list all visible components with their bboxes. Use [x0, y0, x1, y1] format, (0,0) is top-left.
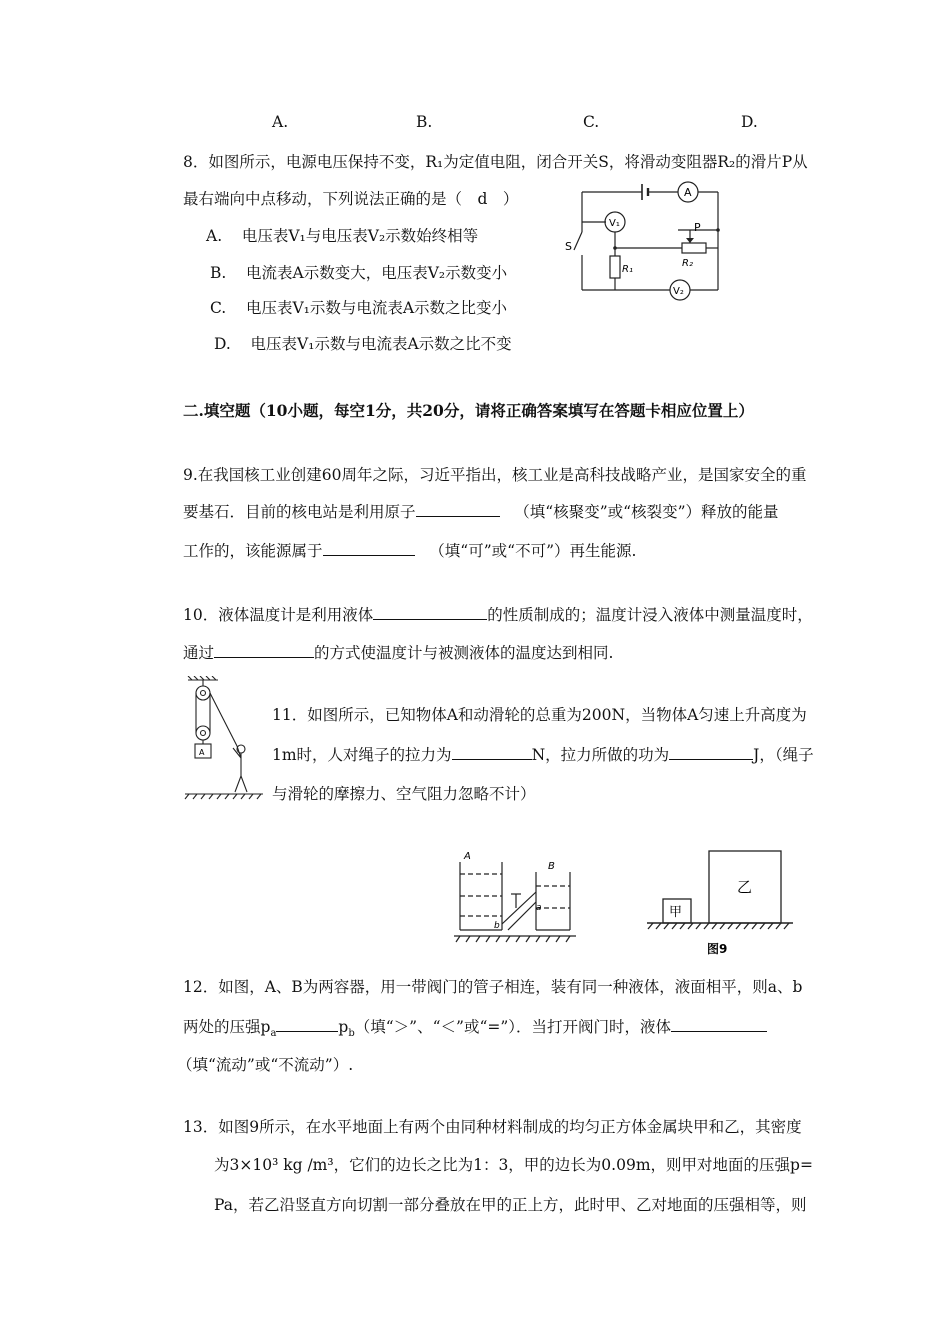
option-text: 电流表A示数变大，电压表V₂示数变小	[246, 264, 508, 282]
q8-option-d	[214, 332, 512, 354]
q10-line2	[183, 641, 613, 663]
q12-sub-a: a	[270, 1028, 277, 1040]
q10-line2-text-a: 通过	[183, 644, 215, 662]
q9-line3-text-a: 工作的，该能源属于	[183, 542, 323, 560]
slider-label: P	[694, 221, 701, 234]
container-b-label: B	[548, 861, 555, 872]
prev-option-c: C.	[583, 113, 600, 131]
q8-stem-line2: 最右端向中点移动，下列说法正确的是（ d ）	[183, 190, 519, 208]
q11-blank-1[interactable]	[452, 745, 532, 760]
q11-line2	[272, 743, 814, 765]
q8-option-c	[210, 296, 507, 318]
q12-line3: （填“流动”或“不流动”）.	[177, 1056, 354, 1074]
q10-line1	[183, 603, 813, 625]
fig9-cubes-figure	[645, 845, 795, 963]
q9-line3-text-b: （填“可”或“不可”）再生能源.	[429, 542, 637, 560]
container-a-label: A	[464, 851, 471, 862]
q8-option-b	[210, 261, 507, 283]
cube-yi-label: 乙	[737, 878, 753, 896]
q12-line2-text-c: （填“＞”、“＜”或“=”）．当打开阀门时，液体	[354, 1018, 672, 1036]
option-text: 电压表V₁示数与电流表A示数之比变小	[245, 299, 508, 317]
q11-fig-label: A	[199, 748, 205, 757]
switch-label: S	[565, 240, 572, 253]
q11-line2-text-c: J，（绳子	[753, 746, 814, 764]
q13-line2: 为3×10³ kg /m³，它们的边长之比为1：3，甲的边长为0.09m，则甲对地面的压强p=	[214, 1156, 813, 1174]
q13-line1: 13．如图9所示，在水平地面上有两个由同种材料制成的均匀正方体金属块甲和乙，其密度	[183, 1118, 802, 1136]
option-text: 电压表V₁与电压表V₂示数始终相等	[241, 227, 479, 245]
option-text: 电压表V₁示数与电流表A示数之比不变	[250, 335, 512, 353]
q10-line1-text-a: 10．液体温度计是利用液体	[183, 606, 374, 624]
q12-line2	[183, 1015, 767, 1039]
option-label: D.	[214, 335, 231, 353]
v1-label: V₁	[609, 218, 620, 229]
q12-sub-b: b	[348, 1028, 355, 1040]
q12-blank-2[interactable]	[671, 1017, 767, 1032]
prev-option-d: D.	[741, 113, 758, 131]
cube-jia-label: 甲	[669, 905, 683, 920]
option-label: B.	[210, 264, 227, 282]
r1-label: R₁	[622, 264, 633, 275]
q10-line2-text-b: 的方式使温度计与被测液体的温度达到相同.	[314, 644, 614, 662]
q8-circuit-diagram	[560, 180, 750, 305]
q9-line2-text-b: （填“核聚变”或“核裂变”）释放的能量	[514, 503, 779, 521]
q10-blank-2[interactable]	[214, 643, 314, 658]
q12-line2-text-b: p	[338, 1018, 349, 1036]
q10-blank-1[interactable]	[373, 605, 487, 620]
q11-pulley-figure	[183, 676, 265, 800]
v2-label: V₂	[673, 286, 684, 297]
q9-line2	[183, 500, 779, 522]
q10-line1-text-b: 的性质制成的；温度计浸入液体中测量温度时，	[487, 606, 813, 624]
q8-option-a	[206, 224, 478, 246]
section-2-title: 二.填空题（10小题，每空1分，共20分，请将正确答案填写在答题卡相应位置上）	[183, 401, 754, 420]
q12-container-figure	[450, 848, 580, 946]
q9-blank-2[interactable]	[323, 541, 415, 556]
ammeter-label: A	[684, 186, 692, 199]
q11-line3: 与滑轮的摩擦力、空气阻力忽略不计）	[272, 785, 536, 803]
prev-option-b: B.	[416, 113, 433, 131]
fig9-caption: 图9	[707, 942, 728, 956]
q11-line2-text-b: N，拉力所做的功为	[531, 746, 670, 764]
option-label: C.	[210, 299, 227, 317]
prev-option-a: A.	[272, 113, 289, 131]
q11-blank-2[interactable]	[669, 745, 753, 760]
point-b-label: b	[494, 921, 500, 931]
q9-line3	[183, 539, 636, 561]
q12-line2-text-a: 两处的压强p	[183, 1018, 271, 1036]
q11-line1: 11．如图所示，已知物体A和动滑轮的总重为200N，当物体A匀速上升高度为	[272, 706, 807, 724]
option-label: A.	[206, 227, 223, 245]
q9-blank-1[interactable]	[416, 502, 500, 517]
q13-line3: Pa，若乙沿竖直方向切割一部分叠放在甲的正上方，此时甲、乙对地面的压强相等，则	[214, 1196, 807, 1214]
q11-line2-text-a: 1m时，人对绳子的拉力为	[272, 746, 452, 764]
q12-blank-1[interactable]	[276, 1017, 338, 1032]
q9-line2-text-a: 要基石．目前的核电站是利用原子	[183, 503, 416, 521]
q9-line1: 9.在我国核工业创建60周年之际，习近平指出，核工业是高科技战略产业，是国家安全的重	[183, 466, 807, 484]
q12-line1: 12．如图，A、B为两容器，用一带阀门的管子相连，装有同一种液体，液面相平，则a、b	[183, 978, 803, 996]
point-a-label: a	[536, 903, 542, 913]
r2-label: R₂	[682, 258, 693, 269]
q8-stem-line1: 8．如图所示，电源电压保持不变，R₁为定值电阻，闭合开关S，将滑动变阻器R₂的滑片P从	[183, 153, 808, 171]
